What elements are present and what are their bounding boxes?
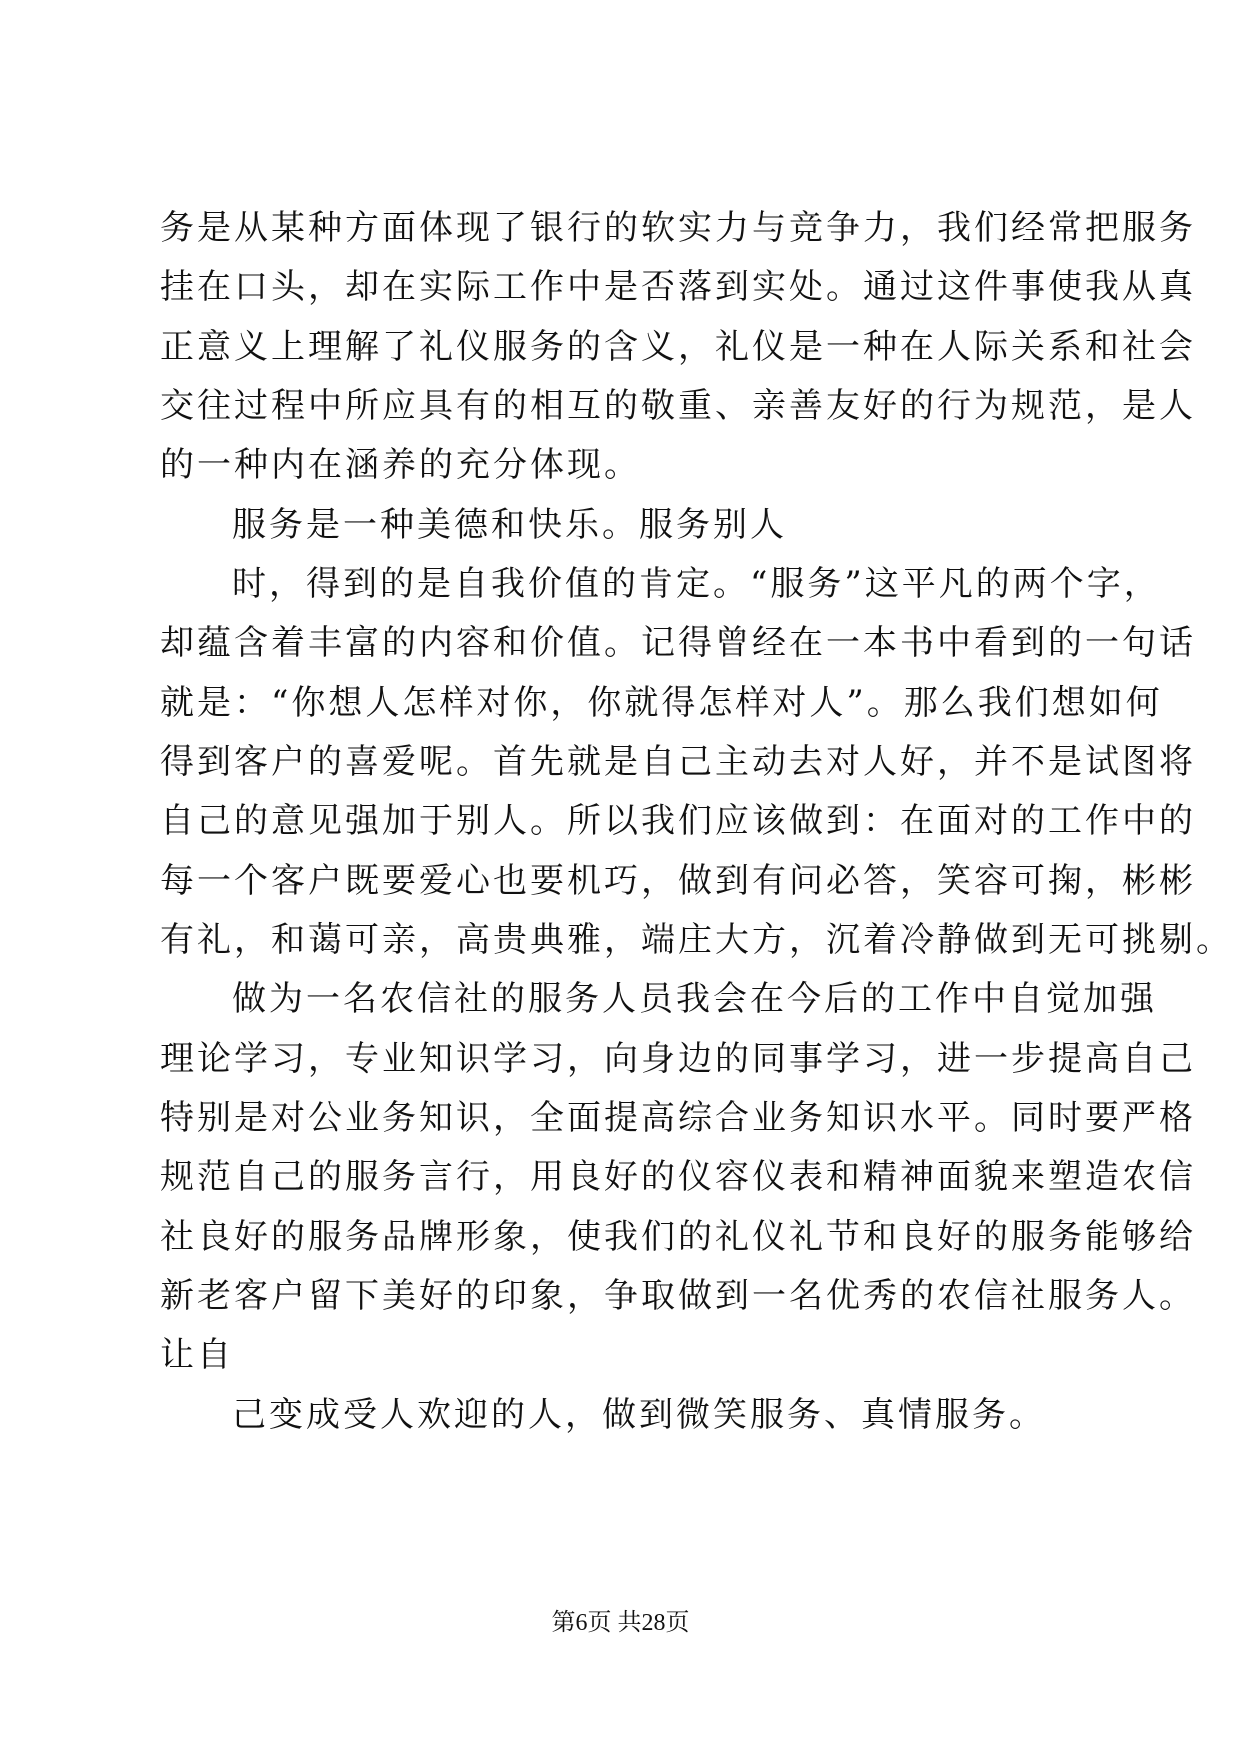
paragraph-line-21: 己变成受人欢迎的人，做到微笑服务、真情服务。 (232, 1395, 1046, 1435)
body-line-4: 交往过程中所应具有的相互的敬重、亲善友好的行为规范，是人 (160, 386, 1196, 426)
body-line-13: 有礼，和蔼可亲，高贵典雅，端庄大方，沉着冷静做到无可挑剔。 (160, 920, 1233, 960)
body-line-8: 却蕴含着丰富的内容和价值。记得曾经在一本书中看到的一句话 (160, 623, 1196, 663)
body-line-16: 特别是对公业务知识，全面提高综合业务知识水平。同时要严格 (160, 1098, 1196, 1138)
body-line-9: 就是：“你想人怎样对你，你就得怎样对人”。那么我们想如何 (160, 683, 1163, 723)
body-line-10: 得到客户的喜爱呢。首先就是自己主动去对人好，并不是试图将 (160, 742, 1196, 782)
body-line-15: 理论学习，专业知识学习，向身边的同事学习，进一步提高自己 (160, 1039, 1196, 1079)
body-line-12: 每一个客户既要爱心也要机巧，做到有问必答，笑容可掬，彬彬 (160, 861, 1196, 901)
body-line-20: 让自 (160, 1335, 234, 1375)
body-line-18: 社良好的服务品牌形象，使我们的礼仪礼节和良好的服务能够给 (160, 1217, 1196, 1257)
body-line-19: 新老客户留下美好的印象，争取做到一名优秀的农信社服务人。 (160, 1276, 1196, 1316)
body-line-5: 的一种内在涵养的充分体现。 (160, 445, 641, 485)
body-line-11: 自己的意见强加于别人。所以我们应该做到：在面对的工作中的 (160, 801, 1196, 841)
body-line-3: 正意义上理解了礼仪服务的含义，礼仪是一种在人际关系和社会 (160, 327, 1196, 367)
page-number: 第6页 共28页 (551, 1610, 690, 1636)
body-line-1: 务是从某种方面体现了银行的软实力与竞争力，我们经常把服务 (160, 208, 1196, 248)
paragraph-line-7: 时，得到的是自我价值的肯定。“服务”这平凡的两个字， (232, 564, 1161, 604)
paragraph-line-6: 服务是一种美德和快乐。服务别人 (232, 505, 787, 545)
body-line-17: 规范自己的服务言行，用良好的仪容仪表和精神面貌来塑造农信 (160, 1157, 1196, 1197)
body-line-2: 挂在口头，却在实际工作中是否落到实处。通过这件事使我从真 (160, 267, 1196, 307)
paragraph-line-14: 做为一名农信社的服务人员我会在今后的工作中自觉加强 (232, 979, 1157, 1019)
